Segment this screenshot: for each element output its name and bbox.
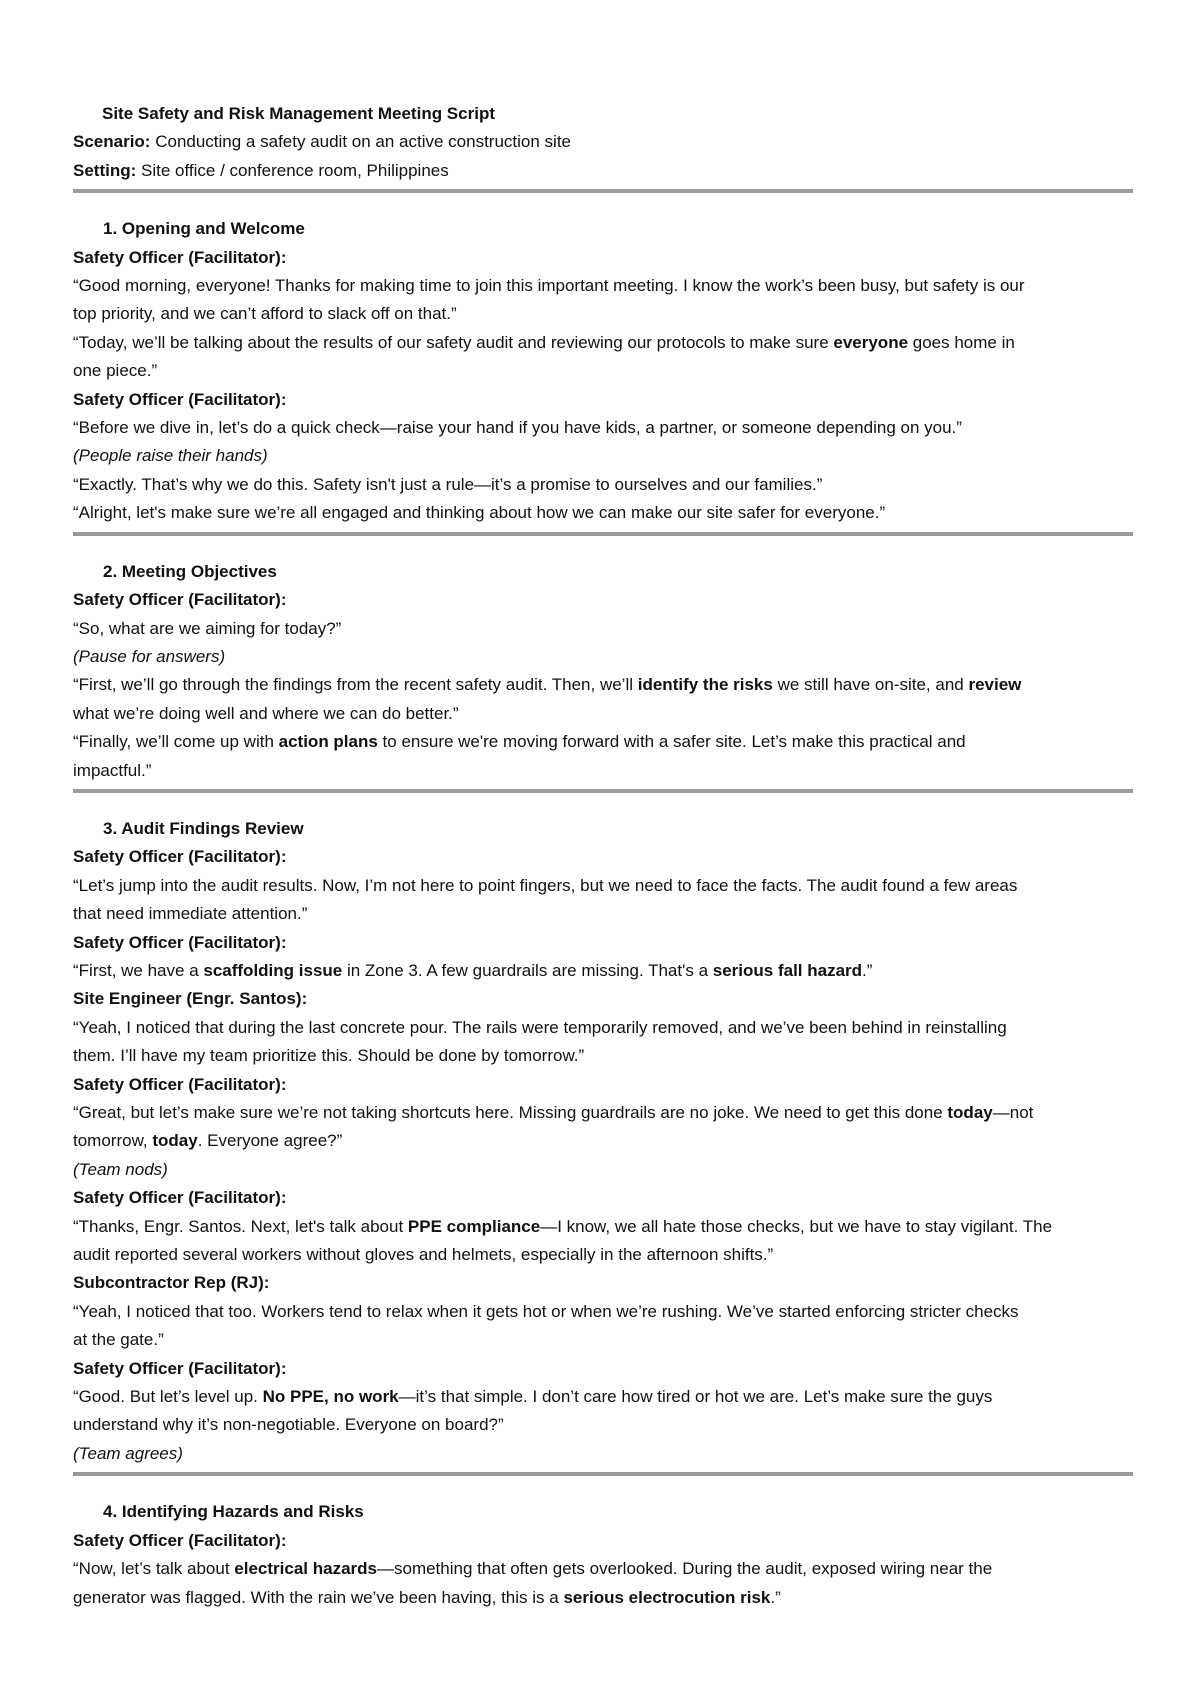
line-text: that need immediate attention.” — [73, 904, 308, 924]
emphasis-text: PPE compliance — [407, 1216, 541, 1236]
speaker-label — [73, 1527, 1133, 1555]
speaker-label — [73, 985, 1133, 1013]
dialogue-line — [73, 615, 1133, 643]
script-section — [73, 815, 1133, 1476]
dialogue-line — [73, 1584, 1133, 1612]
dialogue-line — [73, 357, 1133, 385]
line-text: “Let’s jump into the audit results. Now, I’m not here to point fingers, but we need to face the facts. The audit found a few areas — [73, 875, 1018, 895]
scenario-text: Conducting a safety audit on an active construction site — [150, 132, 572, 152]
emphasis-text: scaffolding issue — [203, 960, 343, 980]
line-text: one piece.” — [73, 361, 158, 381]
line-text: “First, we’ll go through the findings from the recent safety audit. Then, we’ll — [73, 675, 638, 695]
emphasis-text: Safety Officer (Facilitator): — [73, 932, 287, 952]
line-text: (Pause for answers) — [73, 646, 226, 666]
line-text: what we’re doing well and where we can do better.” — [73, 703, 459, 723]
section-heading: 2. Meeting Objectives — [103, 561, 277, 581]
line-text: —I know, we all hate those checks, but we have to stay vigilant. The — [540, 1216, 1053, 1236]
scenario-line — [73, 128, 1133, 156]
line-text: .” — [770, 1587, 781, 1607]
script-sections — [73, 215, 1133, 1612]
dialogue-line — [73, 700, 1133, 728]
line-text: (People raise their hands) — [73, 446, 268, 466]
section-divider — [73, 1472, 1133, 1476]
section-heading: 4. Identifying Hazards and Risks — [103, 1502, 364, 1522]
dialogue-line — [73, 1298, 1133, 1326]
dialogue-line — [73, 1127, 1133, 1155]
dialogue-line — [73, 900, 1133, 928]
line-text: —not — [992, 1103, 1034, 1122]
emphasis-text: everyone — [833, 332, 909, 352]
emphasis-text: Safety Officer (Facilitator): — [73, 590, 287, 610]
document-title: Site Safety and Risk Management Meeting Script — [102, 104, 495, 123]
setting-line — [73, 157, 1133, 185]
emphasis-text: review — [968, 675, 1022, 695]
line-text: “Exactly. That’s why we do this. Safety isn't just a rule—it’s a promise to ourselves and our families.” — [73, 474, 823, 494]
emphasis-text: electrical hazards — [234, 1559, 377, 1579]
dialogue-line — [73, 1241, 1133, 1269]
line-text: impactful.” — [73, 760, 152, 780]
speaker-label — [73, 244, 1133, 272]
speaker-label — [73, 929, 1133, 957]
speaker-label — [73, 386, 1133, 414]
emphasis-text: No PPE, no work — [262, 1387, 399, 1407]
script-section — [73, 1498, 1133, 1612]
line-text: “Yeah, I noticed that too. Workers tend to relax when it gets hot or when we’re rushing. We’ve started enforcing stricter checks — [73, 1301, 1019, 1321]
line-text: goes home in — [908, 332, 1015, 352]
line-text: “Finally, we’ll come up with — [73, 732, 279, 752]
line-text: . Everyone agree?” — [197, 1131, 343, 1151]
line-text: .” — [862, 960, 873, 980]
emphasis-text: today — [152, 1131, 198, 1151]
emphasis-text: identify the risks — [637, 675, 773, 695]
dialogue-line — [73, 1411, 1133, 1439]
emphasis-text: Safety Officer (Facilitator): — [73, 1530, 287, 1550]
emphasis-text: serious fall hazard — [712, 960, 863, 980]
emphasis-text: Subcontractor Rep (RJ): — [73, 1273, 270, 1293]
dialogue-line — [73, 499, 1133, 527]
line-text: in Zone 3. A few guardrails are missing. That's a — [342, 960, 713, 980]
emphasis-text: Safety Officer (Facilitator): — [73, 1188, 287, 1208]
script-section — [73, 215, 1133, 535]
line-text: “Now, let’s talk about — [73, 1559, 235, 1579]
line-text: generator was flagged. With the rain we’ve been having, this is a — [73, 1587, 564, 1607]
line-text: —something that often gets overlooked. During the audit, exposed wiring near the — [376, 1559, 993, 1579]
line-text: to ensure we're moving forward with a safer site. Let’s make this practical and — [377, 732, 966, 752]
section-divider — [73, 189, 1133, 193]
dialogue-line — [73, 1099, 1133, 1127]
scenario-label: Scenario: — [73, 132, 151, 152]
emphasis-text: Safety Officer (Facilitator): — [73, 389, 287, 409]
section-heading: 1. Opening and Welcome — [103, 219, 305, 239]
script-section — [73, 558, 1133, 793]
stage-direction — [73, 1156, 1133, 1184]
speaker-label — [73, 1071, 1133, 1099]
emphasis-text: action plans — [278, 732, 378, 752]
emphasis-text: Safety Officer (Facilitator): — [73, 1074, 287, 1094]
line-text: top priority, and we can’t afford to slack off on that.” — [73, 304, 457, 324]
emphasis-text: Safety Officer (Facilitator): — [73, 847, 287, 867]
line-text: tomorrow, — [73, 1131, 153, 1151]
dialogue-line — [73, 272, 1133, 300]
line-text: “Good morning, everyone! Thanks for making time to join this important meeting. I know the work’s been busy, but safety is our — [73, 276, 1025, 296]
line-text: (Team agrees) — [73, 1443, 183, 1463]
dialogue-line — [73, 757, 1133, 785]
line-text: “Thanks, Engr. Santos. Next, let's talk about — [73, 1216, 408, 1236]
stage-direction — [73, 442, 1133, 470]
section-divider — [73, 532, 1133, 536]
speaker-label — [73, 1355, 1133, 1383]
dialogue-line — [73, 671, 1133, 699]
dialogue-line — [73, 1326, 1133, 1354]
dialogue-line — [73, 1042, 1133, 1070]
line-text: “Yeah, I noticed that during the last concrete pour. The rails were temporarily removed, and we’ve been behind in reinstalling — [73, 1017, 1007, 1037]
emphasis-text: Safety Officer (Facilitator): — [73, 247, 287, 267]
line-text: “Today, we’ll be talking about the results of our safety audit and reviewing our protocols to make sure — [73, 332, 834, 352]
line-text: them. I’ll have my team prioritize this. Should be done by tomorrow.” — [73, 1046, 585, 1066]
line-text: audit reported several workers without gloves and helmets, especially in the afternoon shifts.” — [73, 1245, 774, 1265]
section-divider — [73, 789, 1133, 793]
line-text: —it’s that simple. I don’t care how tired or hot we are. Let’s make sure the guys — [398, 1387, 993, 1407]
line-text: (Team nods) — [73, 1159, 168, 1179]
dialogue-line — [73, 329, 1133, 357]
dialogue-line — [73, 957, 1133, 985]
dialogue-line — [73, 1383, 1133, 1411]
line-text: “First, we have a — [73, 960, 204, 980]
document-content — [73, 100, 1133, 1612]
dialogue-line — [73, 1213, 1133, 1241]
dialogue-line — [73, 1555, 1133, 1583]
line-text: “So, what are we aiming for today?” — [73, 618, 342, 638]
stage-direction — [73, 1440, 1133, 1468]
dialogue-line — [73, 872, 1133, 900]
dialogue-line — [73, 1014, 1133, 1042]
speaker-label — [73, 586, 1133, 614]
line-text: we still have on-site, and — [772, 675, 969, 695]
emphasis-text: today — [947, 1103, 993, 1122]
emphasis-text: serious electrocution risk — [563, 1587, 771, 1607]
speaker-label — [73, 1269, 1133, 1297]
emphasis-text: Safety Officer (Facilitator): — [73, 1358, 287, 1378]
line-text: “Good. But let’s level up. — [73, 1387, 263, 1407]
setting-label: Setting: — [73, 160, 137, 180]
dialogue-line — [73, 471, 1133, 499]
dialogue-line — [73, 728, 1133, 756]
dialogue-line — [73, 300, 1133, 328]
setting-text: Site office / conference room, Philippines — [136, 160, 449, 180]
line-text: at the gate.” — [73, 1330, 164, 1350]
stage-direction — [73, 643, 1133, 671]
line-text: “Great, but let’s make sure we’re not taking shortcuts here. Missing guardrails are no joke. We need to get this done — [73, 1103, 948, 1122]
dialogue-line — [73, 414, 1133, 442]
section-heading: 3. Audit Findings Review — [103, 818, 304, 838]
emphasis-text: Site Engineer (Engr. Santos): — [73, 989, 308, 1009]
line-text: understand why it’s non-negotiable. Everyone on board?” — [73, 1415, 504, 1435]
line-text: “Alright, let's make sure we’re all engaged and thinking about how we can make our site safer for everyone.” — [73, 503, 886, 523]
speaker-label — [73, 843, 1133, 871]
line-text: “Before we dive in, let’s do a quick check—raise your hand if you have kids, a partner, or someone depending on you.” — [73, 418, 962, 438]
speaker-label — [73, 1184, 1133, 1212]
